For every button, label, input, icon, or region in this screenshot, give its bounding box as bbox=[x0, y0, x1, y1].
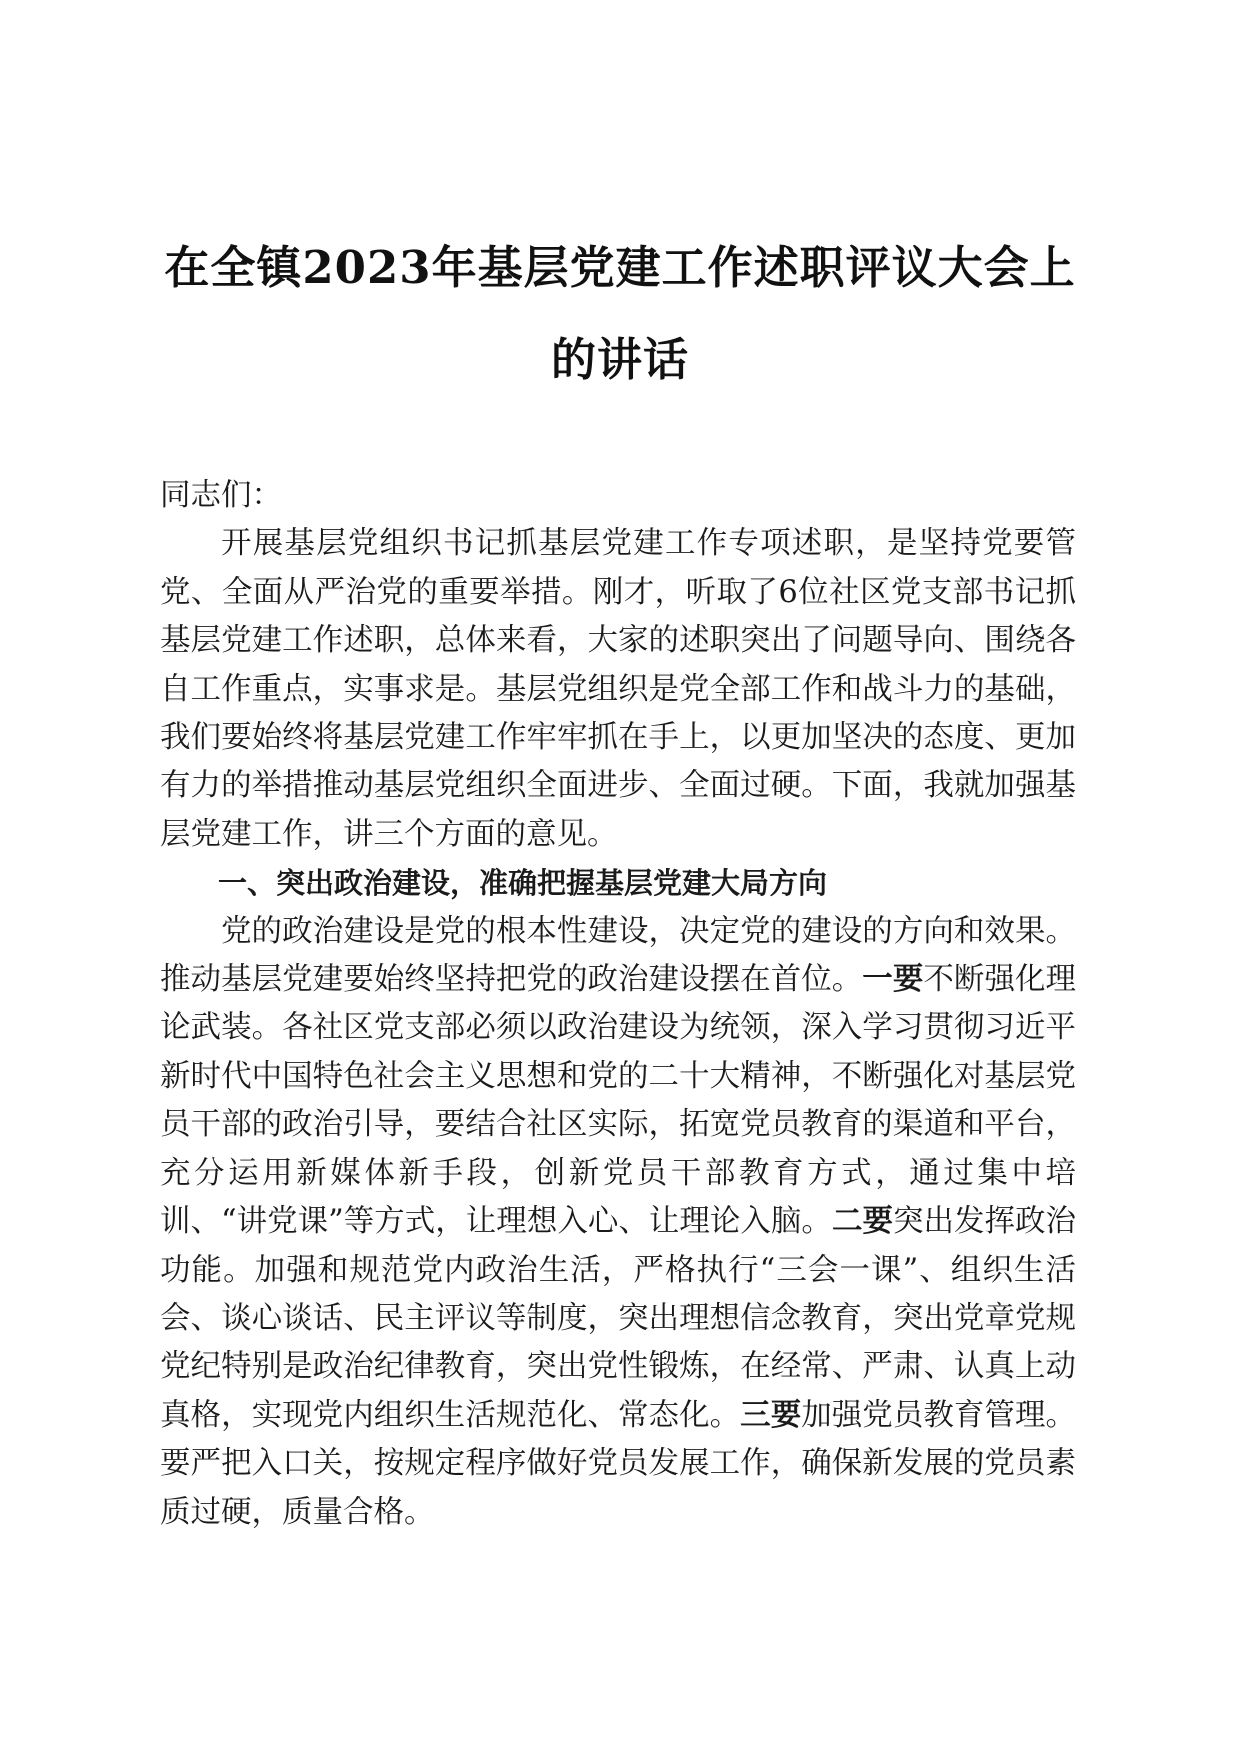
section-paragraph bbox=[160, 908, 1076, 1537]
salutation: 同志们： bbox=[160, 478, 282, 513]
point-one-label: 一要 bbox=[862, 962, 924, 998]
section-lead-text: 党的政治建设是党的根本性建设，决定党的建设的方向和效果。推动基层党建要始终坚持把党的政治建设摆在首位。 bbox=[160, 913, 1076, 998]
document-body bbox=[160, 472, 1076, 1537]
document-title: 在全镇2023年基层党建工作述职评议大会上的讲话 bbox=[164, 241, 1076, 386]
section-heading: 一、突出政治建设，准确把握基层党建大局方向 bbox=[218, 866, 828, 901]
point-three-label: 三要 bbox=[740, 1397, 802, 1433]
intro-paragraph: 开展基层党组织书记抓基层党建工作专项述职，是坚持党要管党、全面从严治党的重要举措。刚才，听取了6位社区党支部书记抓基层党建工作述职，总体来看，大家的述职突出了问题导向、围绕各自工作重点，实事求是。基层党组织是党全部工作和战斗力的基础，我们要始终将基层党建工作牢牢抓在手上，以更加坚决的态度、更加有力的举措推动基层党组织全面进步、全面过硬。下面，我就加强基层党建工作，讲三个方面的意见。 bbox=[160, 526, 1076, 852]
point-two-label: 二要 bbox=[831, 1204, 893, 1240]
point-three-text: 加强党员教育管理。要严把入口关，按规定程序做好党员发展工作，确保新发展的党员素质过硬，质量合格。 bbox=[160, 1397, 1077, 1530]
point-two-text: 突出发挥政治功能。加强和规范党内政治生活，严格执行“三会一课”、组织生活会、谈心谈话、民主评议等制度，突出理想信念教育，突出党章党规党纪特别是政治纪律教育，突出党性锻炼，在经常、严肃、认真上动真格，实现党内组织生活规范化、常态化。 bbox=[160, 1204, 1077, 1433]
point-one-text: 不断强化理论武装。各社区党支部必须以政治建设为统领，深入学习贯彻习近平新时代中国特色社会主义思想和党的二十大精神，不断强化对基层党员干部的政治引导，要结合社区实际，拓宽党员教育的渠道和平台，充分运用新媒体新手段，创新党员干部教育方式，通过集中培训、“讲党课”等方式，让理想入心、让理论入脑。 bbox=[160, 962, 1077, 1240]
